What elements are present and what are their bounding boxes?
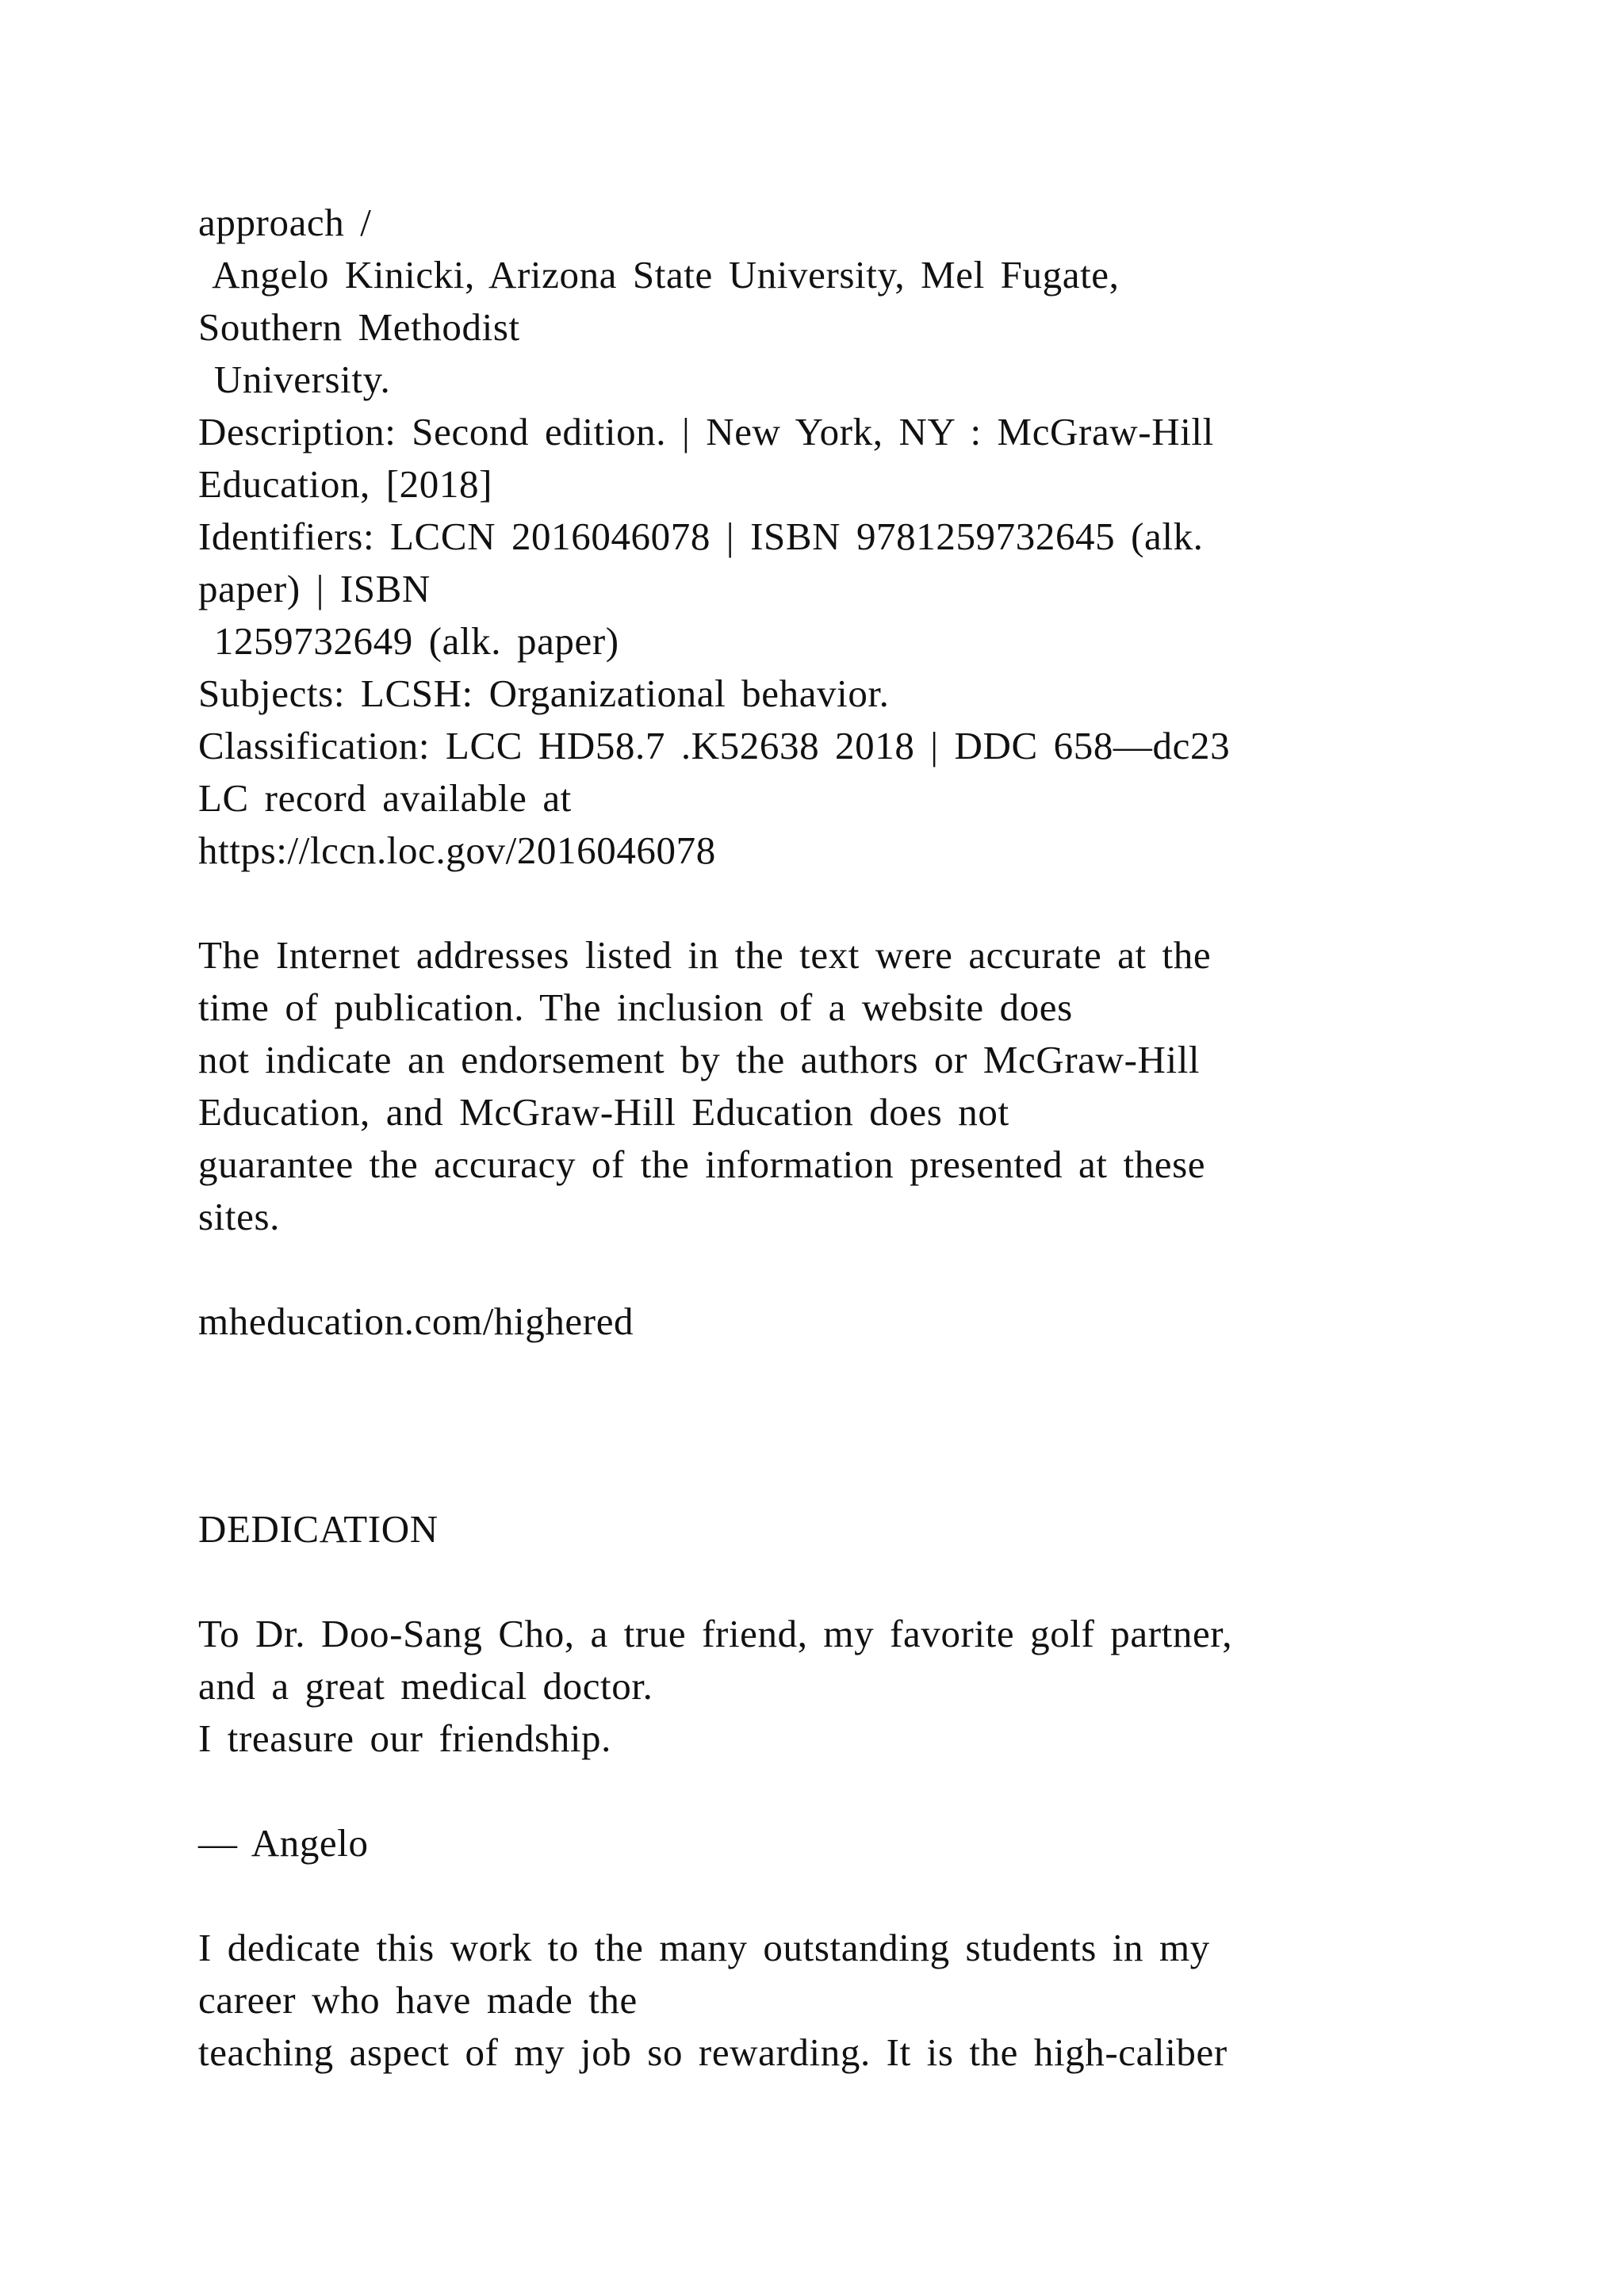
cip-line: https://lccn.loc.gov/2016046078 (198, 828, 716, 872)
disclaimer-line: Education, and McGraw-Hill Education does not (198, 1090, 1009, 1134)
spacer (198, 1869, 1435, 1922)
spacer (198, 877, 1435, 929)
cip-block (198, 197, 1435, 877)
spacer (198, 1243, 1435, 1295)
dedication-line: teaching aspect of my job so rewarding. It is the high-caliber (198, 2030, 1228, 2074)
website-url: mheducation.com/highered (198, 1299, 634, 1343)
disclaimer-line: time of publication. The inclusion of a website does (198, 985, 1073, 1029)
spacer (198, 1765, 1435, 1817)
dedication-line: and a great medical doctor. (198, 1664, 653, 1708)
spacer (198, 1556, 1435, 1608)
cip-line: University. (198, 358, 391, 401)
cip-line: Southern Methodist (198, 305, 520, 349)
dedication-mel (198, 1922, 1435, 2079)
cip-line: Subjects: LCSH: Organizational behavior. (198, 672, 890, 715)
disclaimer-line: The Internet addresses listed in the text were accurate at the (198, 933, 1212, 977)
dedication-line: career who have made the (198, 1978, 638, 2022)
cip-line: Classification: LCC HD58.7 .K52638 2018 | DDC 658—dc23 (198, 724, 1231, 767)
dedication-line: To Dr. Doo-Sang Cho, a true friend, my favorite golf partner, (198, 1612, 1233, 1655)
dedication-angelo (198, 1608, 1435, 1765)
cip-line: Education, [2018] (198, 462, 492, 506)
dedication-line: I treasure our friendship. (198, 1716, 611, 1760)
document-page (198, 197, 1435, 2079)
spacer (198, 1348, 1435, 1503)
cip-line: 1259732649 (alk. paper) (198, 619, 619, 663)
cip-line: Identifiers: LCCN 2016046078 | ISBN 9781259732645 (alk. (198, 515, 1204, 558)
dedication-signature: — Angelo (198, 1821, 369, 1865)
disclaimer-line: guarantee the accuracy of the information presented at these (198, 1142, 1206, 1186)
cip-line: Angelo Kinicki, Arizona State University, Mel Fugate, (198, 253, 1120, 297)
cip-line: approach / (198, 201, 372, 244)
disclaimer-line: sites. (198, 1195, 280, 1238)
disclaimer-paragraph (198, 929, 1435, 1243)
dedication-heading: DEDICATION (198, 1507, 439, 1551)
disclaimer-line: not indicate an endorsement by the authors or McGraw-Hill (198, 1038, 1201, 1081)
cip-line: LC record available at (198, 776, 572, 820)
cip-line: Description: Second edition. | New York, NY : McGraw-Hill (198, 410, 1214, 453)
dedication-line: I dedicate this work to the many outstanding students in my (198, 1926, 1210, 1969)
cip-line: paper) | ISBN (198, 567, 431, 610)
